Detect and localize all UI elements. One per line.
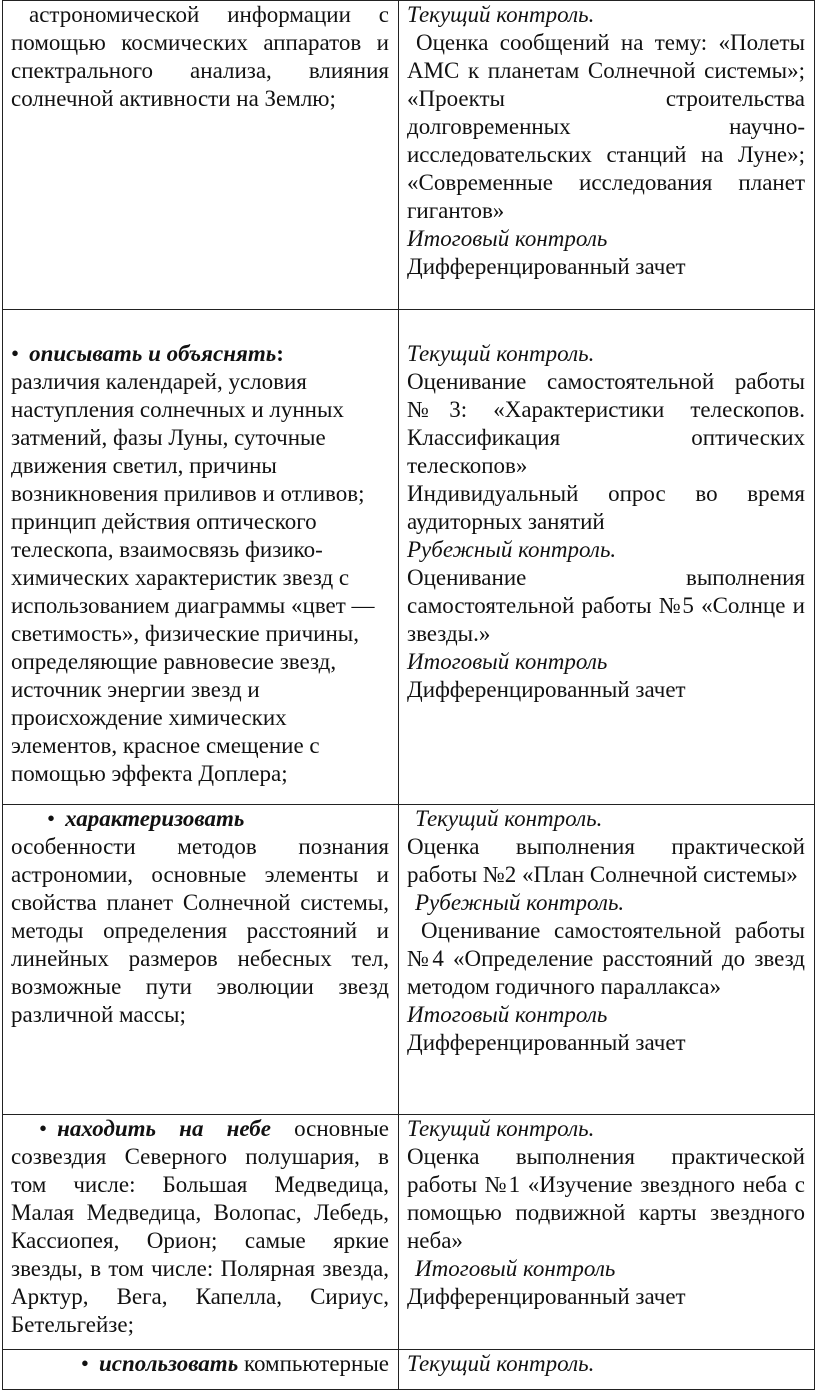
bullet: •: [47, 806, 56, 831]
control-description: Оценивание самостоятельной работы №3: «Характеристики телескопов. Классификация оптических телескопов»: [407, 369, 805, 478]
skill-keyword: использовать: [98, 1351, 239, 1376]
control-type-label: Текущий контроль.: [407, 1351, 595, 1376]
table-row: [3, 1115, 815, 1350]
control-description: Индивидуальный опрос во время аудиторных занятий: [407, 481, 805, 534]
skill-text: основные созвездия Северного полушария, в том числе: Большая Медведица, Малая Медведица, Волопас, Лебедь, Кассиопея, Орион; самые яркие звезды, в том числе: Полярная звезда, Арктур, Вега, Капелла, Сириус, Бетельгейзе;: [11, 1116, 389, 1337]
control-type-label: Рубежный контроль.: [415, 890, 625, 915]
bullet: •: [39, 1116, 48, 1141]
control-cell: [399, 310, 815, 805]
control-type-label: Итоговый контроль: [407, 649, 608, 674]
control-type-label: Текущий контроль.: [407, 341, 595, 366]
table-row: [3, 1, 815, 310]
control-type-label: Текущий контроль.: [415, 806, 603, 831]
control-cell: [399, 1, 815, 310]
skill-keyword: описывать и объяснять: [29, 341, 277, 366]
skill-keyword: находить на небе: [57, 1116, 271, 1141]
control-cell: [399, 805, 815, 1115]
control-type-label: Итоговый контроль: [415, 1256, 616, 1281]
assessment-table: [2, 0, 815, 1390]
table-row: [3, 805, 815, 1115]
control-type-label: Итоговый контроль: [407, 226, 608, 251]
control-description: Дифференцированный зачет: [407, 677, 686, 702]
control-description: Оценка выполнения практической работы №1 «Изучение звездного неба с помощью подвижной карты звездного неба»: [407, 1144, 805, 1253]
control-description: Дифференцированный зачет: [407, 1284, 686, 1309]
control-type-label: Итоговый контроль: [407, 1002, 608, 1027]
control-description: Дифференцированный зачет: [407, 1030, 686, 1055]
control-description: Оценка выполнения практической работы №2 «План Солнечной системы»: [407, 834, 805, 887]
skills-cell: [3, 310, 399, 805]
skill-keyword: характеризовать: [65, 806, 245, 831]
skills-cell: [3, 1, 399, 310]
skills-cell: [3, 1115, 399, 1350]
bullet: •: [80, 1351, 89, 1376]
control-cell: [399, 1115, 815, 1350]
control-description: Оценивание выполнения самостоятельной работы №5 «Солнце и звезды.»: [407, 565, 805, 646]
table-row: [3, 310, 815, 805]
control-type-label: Текущий контроль.: [407, 2, 595, 27]
control-type-label: Текущий контроль.: [407, 1116, 595, 1141]
control-type-label: Рубежный контроль.: [407, 537, 617, 562]
skills-cell: [3, 805, 399, 1115]
skill-text: различия календарей, условия наступления солнечных и лунных затмений, фазы Луны, суточные движения светил, причины возникновения приливов и отливов; принцип действия оптического телескопа, взаимосвязь физико-химических характеристик звезд с использованием диаграммы «цвет — светимость», физические причины, определяющие равновесие звезд, источник энергии звезд и происхождение химических элементов, красное смещение с помощью эффекта Доплера;: [11, 369, 375, 786]
control-description: Оценивание самостоятельной работы №4 «Определение расстояний до звезд методом годичного параллакса»: [407, 918, 805, 999]
keyword-colon: :: [276, 341, 284, 366]
skill-text: особенности методов познания астрономии, основные элементы и свойства планет Солнечной системы, методы определения расстояний и линейных размеров небесных тел, возможные пути эволюции звезд различной массы;: [11, 834, 389, 1027]
control-description: Дифференцированный зачет: [407, 254, 686, 279]
control-description: Оценка сообщений на тему: «Полеты АМС к планетам Солнечной системы»; «Проекты строительства долговременных научно-исследовательских станций на Луне»; «Современные исследования планет гигантов»: [407, 30, 805, 223]
skill-text: компьютерные: [243, 1351, 389, 1376]
bullet: •: [11, 341, 20, 366]
skill-text: астрономической информации с помощью космических аппаратов и спектрального анализа, влияния солнечной активности на Землю;: [11, 2, 389, 111]
